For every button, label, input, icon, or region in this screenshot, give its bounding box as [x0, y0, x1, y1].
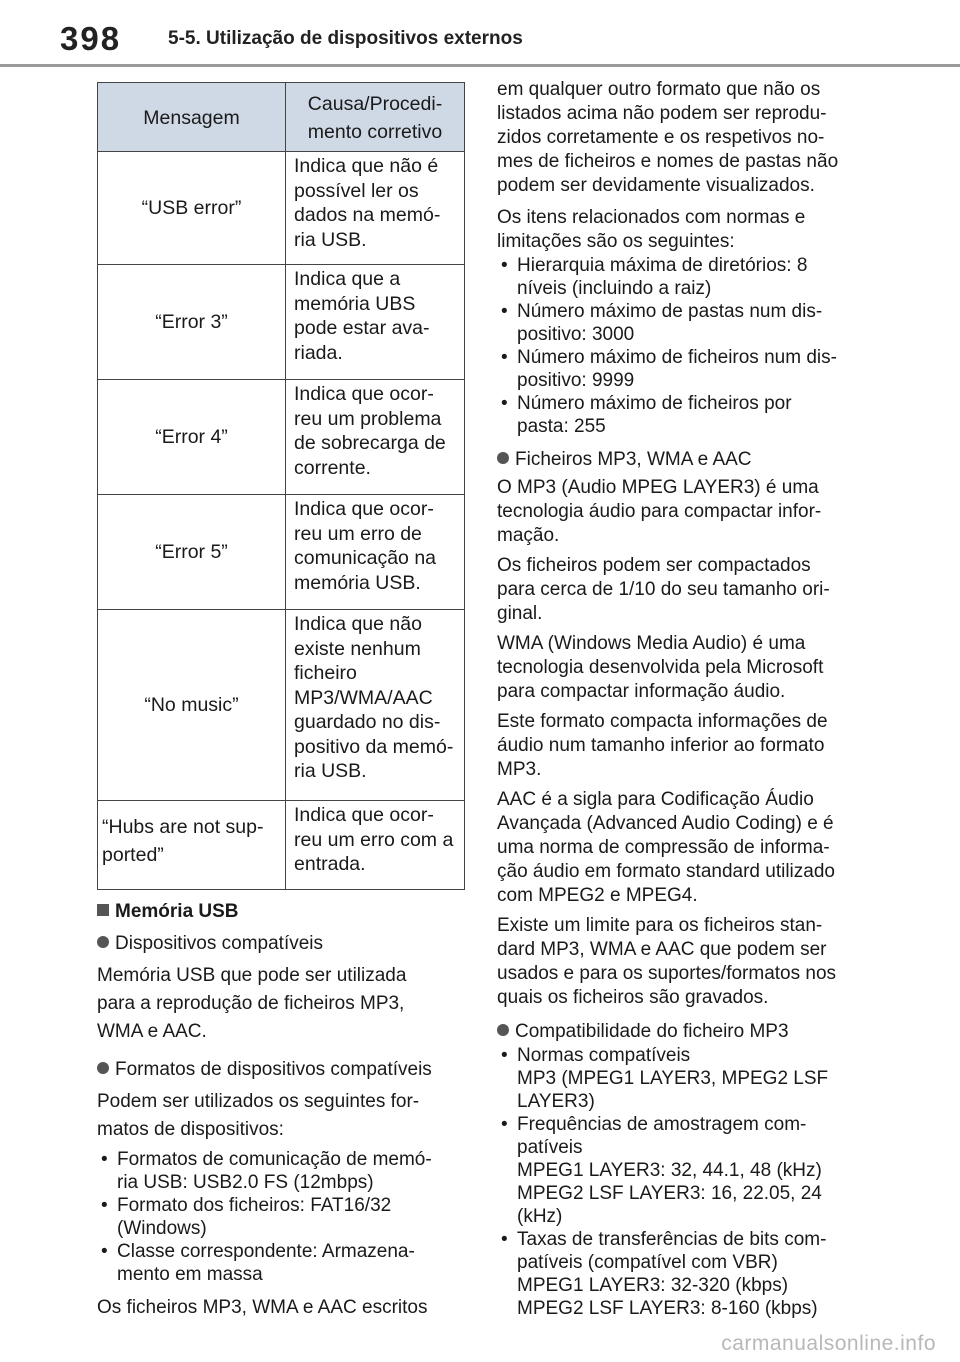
- section-heading: [97, 900, 467, 924]
- cause-cell: [286, 152, 465, 265]
- list-item: [497, 1113, 869, 1228]
- col-header-cause-line: mento corretivo: [307, 121, 443, 143]
- list-item: [497, 346, 869, 392]
- right-column: [497, 78, 869, 1320]
- bullet-list: [497, 254, 869, 438]
- list-item: [497, 300, 869, 346]
- table-row: [98, 380, 465, 495]
- heading-text: Memória USB: [115, 901, 239, 922]
- text-line: positivo: 3000: [517, 324, 635, 345]
- text-line: patíveis (compatível com VBR): [517, 1252, 778, 1273]
- circle-bullet-icon: [497, 1024, 509, 1036]
- square-bullet-icon: [97, 904, 109, 916]
- circle-bullet-icon: [97, 936, 109, 948]
- left-column: [97, 82, 467, 1322]
- text-line: com MPEG2 e MPEG4.: [497, 885, 698, 906]
- message-cell: [98, 801, 286, 890]
- text-line: • Número máximo de ficheiros por: [517, 393, 792, 414]
- text-line: MP3 (MPEG1 LAYER3, MPEG2 LSF: [517, 1068, 829, 1089]
- text-line: MPEG2 LSF LAYER3: 8-160 (kbps): [517, 1298, 818, 1319]
- header-rule: [0, 64, 960, 67]
- text-line: • Hierarquia máxima de diretórios: 8: [517, 255, 808, 276]
- text-line: MPEG1 LAYER3: 32-320 (kbps): [517, 1275, 789, 1296]
- text-line: ção áudio em formato standard utilizado: [497, 861, 835, 882]
- list-item: [497, 1044, 869, 1113]
- text-line: tecnologia desenvolvida pela Microsoft: [497, 657, 824, 678]
- cause-line: Indica que a: [294, 268, 401, 290]
- text-line: positivo: 9999: [517, 370, 635, 391]
- cause-line: Indica que ocor-: [294, 383, 434, 405]
- cause-line: possível ler os: [294, 179, 419, 202]
- text-line: em qualquer outro formato que não os: [497, 79, 821, 100]
- cause-line: ria USB.: [294, 228, 367, 251]
- cause-line: memória UBS: [294, 292, 416, 315]
- circle-bullet-icon: [97, 1062, 109, 1074]
- text-line: WMA e AAC.: [97, 1021, 207, 1042]
- text-line: usados e para os suportes/formatos nos: [497, 963, 837, 984]
- col-header-cause-line: Causa/Procedi-: [307, 93, 443, 115]
- text-line: MPEG1 LAYER3: 32, 44.1, 48 (kHz): [517, 1160, 822, 1181]
- text-line: • Taxas de transferências de bits com-: [517, 1229, 827, 1250]
- text-line: mes de ficheiros e nomes de pastas não: [497, 151, 839, 172]
- section-title: 5-5. Utilização de dispositivos externos: [168, 28, 523, 49]
- text-line: MP3.: [497, 759, 542, 780]
- cause-line: dados na memó-: [294, 204, 441, 226]
- cause-cell: [286, 265, 465, 380]
- paragraph: [97, 1088, 467, 1144]
- subheading: [97, 1058, 467, 1082]
- col-header-cause: [286, 83, 465, 152]
- text-line: patíveis: [517, 1137, 583, 1158]
- list-item: [497, 254, 869, 300]
- text-line: mação.: [497, 525, 560, 546]
- table-row: [98, 495, 465, 610]
- text-line: matos de dispositivos:: [97, 1119, 284, 1140]
- text-line: AAC é a sigla para Codificação Áudio: [497, 789, 814, 810]
- subheading-text: Ficheiros MP3, WMA e AAC: [515, 449, 752, 470]
- paragraph: [497, 914, 869, 1010]
- text-line: níveis (incluindo a raiz): [517, 278, 712, 299]
- text-line: • Classe correspondente: Armazena-: [117, 1241, 415, 1262]
- text-line: dard MP3, WMA e AAC que podem ser: [497, 939, 827, 960]
- text-line: • Formatos de comunicação de memó-: [117, 1149, 432, 1170]
- text-line: uma norma de compressão de informa-: [497, 837, 830, 858]
- paragraph: [497, 78, 869, 198]
- paragraph: [497, 476, 869, 548]
- table-row: [98, 801, 465, 890]
- text-line: WMA (Windows Media Audio) é uma: [497, 633, 806, 654]
- cause-cell: [286, 380, 465, 495]
- text-line: podem ser devidamente visualizados.: [497, 175, 815, 196]
- text-line: ginal.: [497, 603, 543, 624]
- text-line: • Número máximo de pastas num dis-: [517, 301, 823, 322]
- subheading-text: Formatos de dispositivos compatíveis: [115, 1059, 432, 1080]
- subheading-text: Compatibilidade do ficheiro MP3: [515, 1021, 789, 1042]
- cause-line: memória USB.: [294, 571, 421, 594]
- paragraph: [497, 632, 869, 704]
- table-header-row: [98, 83, 465, 152]
- text-line: • Normas compatíveis: [517, 1045, 691, 1066]
- list-item: [97, 1148, 467, 1194]
- cause-line: corrente.: [294, 456, 371, 479]
- text-line: para cerca de 1/10 do seu tamanho ori-: [497, 579, 830, 600]
- list-item: [497, 392, 869, 438]
- table-row: [98, 610, 465, 801]
- subheading: [97, 932, 467, 956]
- cause-cell: [286, 801, 465, 890]
- table-row: [98, 152, 465, 265]
- cause-line: ficheiro: [294, 662, 357, 684]
- text-line: limitações são os seguintes:: [497, 231, 735, 252]
- cause-line: Indica que ocor-: [294, 804, 434, 826]
- paragraph: [497, 554, 869, 626]
- text-line: • Frequências de amostragem com-: [517, 1114, 807, 1135]
- paragraph: [497, 206, 869, 254]
- list-item: [497, 1228, 869, 1320]
- message-line: “Hubs are not sup-: [102, 816, 264, 838]
- paragraph: [497, 788, 869, 908]
- text-line: ria USB: USB2.0 FS (12mbps): [117, 1172, 374, 1193]
- text-line: Existe um limite para os ficheiros stan-: [497, 915, 823, 936]
- subheading: [497, 448, 869, 472]
- message-cell: “No music”: [98, 610, 286, 801]
- table-row: [98, 265, 465, 380]
- message-line: ported”: [102, 844, 164, 866]
- text-line: • Número máximo de ficheiros num dis-: [517, 347, 837, 368]
- text-line: (kHz): [517, 1206, 563, 1227]
- text-line: O MP3 (Audio MPEG LAYER3) é uma: [497, 477, 819, 498]
- text-line: (Windows): [117, 1218, 207, 1239]
- watermark: carmanualsonline.info: [721, 1332, 936, 1355]
- cause-line: existe nenhum: [294, 637, 421, 660]
- cause-cell: [286, 610, 465, 801]
- text-line: Podem ser utilizados os seguintes for-: [97, 1091, 420, 1112]
- text-line: Este formato compacta informações de: [497, 711, 828, 732]
- text-line: áudio num tamanho inferior ao formato: [497, 735, 825, 756]
- text-line: • Formato dos ficheiros: FAT16/32: [117, 1195, 392, 1216]
- bullet-list: [497, 1044, 869, 1320]
- paragraph: [97, 962, 467, 1046]
- message-cell: “USB error”: [98, 152, 286, 265]
- cause-line: reu um erro com a: [294, 828, 454, 851]
- paragraph: [497, 710, 869, 782]
- message-cell: “Error 5”: [98, 495, 286, 610]
- text-line: MPEG2 LSF LAYER3: 16, 22.05, 24: [517, 1183, 822, 1204]
- cause-line: reu um erro de: [294, 522, 422, 545]
- message-cell: “Error 4”: [98, 380, 286, 495]
- text-line: mento em massa: [117, 1264, 263, 1285]
- cause-line: positivo da memó-: [294, 735, 454, 758]
- page-number: 398: [60, 20, 122, 57]
- text-line: Avançada (Advanced Audio Coding) e é: [497, 813, 834, 834]
- text-line: para compactar informação áudio.: [497, 681, 786, 702]
- cause-line: Indica que não é: [294, 155, 439, 177]
- text-line: quais os ficheiros são gravados.: [497, 987, 769, 1008]
- page-header: [0, 0, 960, 66]
- cause-line: comunicação na: [294, 547, 437, 569]
- subheading-text: Dispositivos compatíveis: [115, 933, 324, 954]
- text-line: Os itens relacionados com normas e: [497, 207, 806, 228]
- subheading: [497, 1020, 869, 1044]
- cause-line: reu um problema: [294, 407, 442, 430]
- cause-line: MP3/WMA/AAC: [294, 686, 433, 709]
- text-line: Os ficheiros podem ser compactados: [497, 555, 811, 576]
- cause-line: pode estar ava-: [294, 317, 430, 339]
- text-line: para a reprodução de ficheiros MP3,: [97, 993, 405, 1014]
- bullet-list: [97, 1148, 467, 1286]
- message-table: [97, 82, 465, 890]
- cause-line: ria USB.: [294, 760, 367, 782]
- text-line: LAYER3): [517, 1091, 595, 1112]
- paragraph: Os ficheiros MP3, WMA e AAC escritos: [97, 1297, 428, 1318]
- cause-cell: [286, 495, 465, 610]
- text-line: Memória USB que pode ser utilizada: [97, 965, 407, 986]
- text-line: pasta: 255: [517, 416, 606, 437]
- cause-line: entrada.: [294, 853, 366, 875]
- message-cell: “Error 3”: [98, 265, 286, 380]
- cause-line: guardado no dis-: [294, 711, 441, 733]
- cause-line: riada.: [294, 341, 343, 364]
- text-line: tecnologia áudio para compactar infor-: [497, 501, 822, 522]
- col-header-message: Mensagem: [98, 83, 286, 152]
- text-line: listados acima não podem ser reprodu-: [497, 103, 827, 124]
- cause-line: Indica que ocor-: [294, 498, 434, 520]
- text-line: zidos corretamente e os respetivos no-: [497, 127, 825, 148]
- cause-line: de sobrecarga de: [294, 432, 446, 454]
- cause-line: Indica que não: [294, 613, 422, 635]
- list-item: [97, 1194, 467, 1240]
- circle-bullet-icon: [497, 452, 509, 464]
- list-item: [97, 1240, 467, 1286]
